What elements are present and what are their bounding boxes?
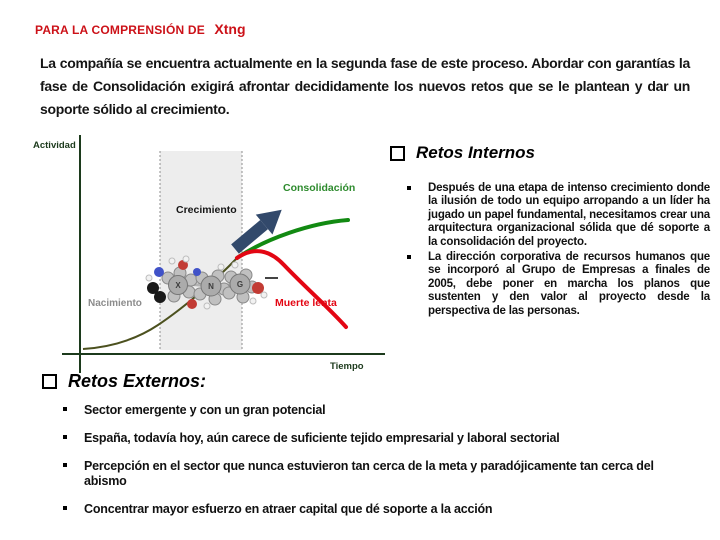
slide-title [35, 21, 246, 39]
internal-challenges-heading-text: Retos Internos [416, 143, 536, 162]
molecule-letter-x: X [175, 281, 181, 290]
list-item-text: Percepción en el sector que nunca estuvieron tan cerca de la meta y paradójicamente tan cerca del abismo [84, 459, 654, 488]
square-bullet-icon [390, 146, 405, 161]
internal-challenges-heading [390, 143, 535, 163]
tiny-annotation-mark [265, 277, 278, 279]
list-item-text: Sector emergente y con un gran potencial [84, 403, 326, 417]
list-item [62, 431, 692, 446]
growth-label: Crecimiento [176, 204, 237, 216]
x-axis-label: Tiempo [330, 361, 364, 372]
slide-title-prefix: PARA LA COMPRENSIÓN DE [35, 23, 205, 37]
external-challenges-list [62, 403, 692, 530]
consolidation-label: Consolidación [283, 182, 356, 194]
list-item-text: Concentrar mayor esfuerzo en atraer capital que dé soporte a la acción [84, 502, 493, 516]
slide-title-brand: Xtng [214, 21, 246, 37]
internal-challenges-list [406, 182, 710, 320]
square-marker-icon [63, 407, 67, 411]
intro-paragraph: La compañía se encuentra actualmente en la segunda fase de este proceso. Abordar con garantías la fase de Consolidación exigirá afrontar decididamente los nuevos retos que se le plantean y dar un soporte sólido al crecimiento. [40, 55, 690, 117]
molecule-letter-n: N [208, 282, 214, 291]
growth-phase-band [160, 151, 242, 350]
square-marker-icon [407, 186, 411, 190]
external-challenges-heading-text: Retos Externos: [68, 371, 207, 391]
square-marker-icon [63, 435, 67, 439]
list-item-text: España, todavía hoy, aún carece de suficiente tejido empresarial y laboral sectorial [84, 431, 560, 445]
lifecycle-chart [25, 131, 390, 383]
list-item-text: Después de una etapa de intenso crecimiento donde la ilusión de todo un equipo arropando a un líder ha jugado un papel fundamental, necesitamos crear una arquitectura organizacional sólida que dé soporte a la consolidación del proyecto. [428, 182, 710, 248]
list-item [62, 502, 692, 517]
list-item [406, 251, 710, 318]
list-item-text: La dirección corporativa de recursos humanos que se incorporó al Grupo de Empresas a finales de 2005, debe poner en marcha los planos que sustenten y den valor al proyecto desde la perspectiva de las personas. [428, 251, 710, 317]
lifecycle-chart-svg [25, 131, 390, 383]
list-item [62, 459, 692, 489]
square-marker-icon [407, 255, 411, 259]
y-axis-label: Actividad [33, 140, 76, 151]
list-item [406, 182, 710, 249]
list-item [62, 403, 692, 418]
external-challenges-heading [42, 371, 206, 392]
slow-death-label: Muerte lenta [275, 297, 337, 309]
birth-label: Nacimiento [88, 298, 142, 309]
square-bullet-icon [42, 374, 57, 389]
molecule-letter-g: G [236, 280, 244, 289]
square-marker-icon [63, 506, 67, 510]
square-marker-icon [63, 463, 67, 467]
